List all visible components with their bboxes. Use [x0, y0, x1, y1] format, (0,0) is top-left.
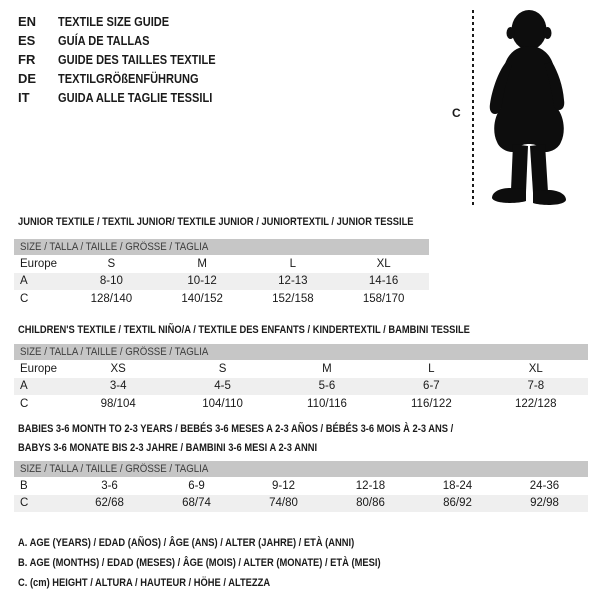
size-cell: S: [218, 362, 227, 375]
size-cell: 6-9: [188, 479, 205, 492]
language-row: [18, 69, 243, 88]
size-cell: 86/92: [414, 495, 501, 513]
table-row: [14, 255, 429, 273]
measure-legend: [18, 533, 445, 593]
table-row: [14, 378, 588, 396]
babies-size-table: [14, 461, 588, 512]
row-label: C: [20, 292, 29, 305]
table-row: [14, 495, 588, 513]
note-line-b: B. AGE (MONTHS) / EDAD (MESES) / ÂGE (MOIS) / ALTER (MONATE) / ETÀ (MESI): [18, 557, 381, 569]
size-cell: 12-13: [248, 273, 339, 291]
baby-silhouette: [483, 6, 575, 210]
size-cell: 8-10: [66, 273, 157, 291]
row-label: C: [14, 495, 66, 513]
table-row: [14, 477, 588, 495]
height-measure-line: [472, 10, 474, 206]
size-cell: 128/140: [90, 292, 133, 305]
language-code: IT: [18, 90, 30, 105]
language-title: TEXTILE SIZE GUIDE: [58, 14, 170, 29]
size-cell: 116/122: [411, 397, 452, 410]
row-label: B: [20, 479, 28, 492]
language-title: GUÍA DE TALLAS: [58, 33, 150, 48]
children-table-title: CHILDREN'S TEXTILE / TEXTIL NIÑO/A / TEXTILE DES ENFANTS / KINDERTEXTIL / BAMBINI TESSILE: [18, 324, 470, 336]
size-cell: 140/152: [181, 292, 223, 305]
row-label: A: [14, 273, 66, 291]
language-code: EN: [18, 14, 37, 29]
table-row: [14, 395, 588, 413]
size-cell: 14-16: [338, 273, 429, 291]
size-cell: 7-8: [484, 378, 588, 396]
language-row: [18, 50, 243, 69]
size-cell: 110/116: [307, 397, 347, 410]
size-cell: 18-24: [442, 479, 473, 492]
size-cell: 158/170: [362, 292, 405, 305]
size-cell: 9-12: [271, 479, 296, 492]
babies-table-title: BABIES 3-6 MONTH TO 2-3 YEARS / BEBÉS 3-6 MESES A 2-3 AÑOS / BÉBÉS 3-6 MOIS À 2-3 ANS / BABYS 3-6 MONATE BIS 2-3 JAHRE / BAMBINI 3-6 MESI A 2-3 ANNI: [18, 423, 454, 454]
size-table: [14, 477, 588, 512]
size-cell: 92/98: [501, 495, 588, 513]
note-line-a: A. AGE (YEARS) / EDAD (AÑOS) / ÂGE (ANS) / ALTER (JAHRE) / ETÀ (ANNI): [18, 537, 355, 549]
size-header-bar: SIZE / TALLA / TAILLE / GRÖSSE / TAGLIA: [14, 461, 588, 477]
size-cell: 3-4: [66, 378, 170, 396]
language-list: [18, 12, 243, 107]
row-label: Europe: [20, 257, 58, 270]
size-cell: 6-7: [379, 378, 483, 396]
table-row: [14, 290, 429, 308]
size-cell: 4-5: [170, 378, 274, 396]
size-header-bar: SIZE / TALLA / TAILLE / GRÖSSE / TAGLIA: [14, 344, 588, 360]
size-header-bar: SIZE / TALLA / TAILLE / GRÖSSE / TAGLIA: [14, 239, 429, 255]
size-cell: M: [197, 257, 207, 270]
language-row: [18, 88, 243, 107]
language-code: DE: [18, 71, 37, 86]
table-row: [14, 273, 429, 291]
size-cell: L: [428, 362, 435, 375]
size-cell: S: [107, 257, 116, 270]
size-cell: 74/80: [240, 495, 327, 513]
size-cell: M: [322, 362, 332, 375]
size-cell: 122/128: [514, 397, 557, 410]
size-cell: XL: [376, 257, 391, 270]
junior-size-table: [14, 239, 429, 308]
language-code: ES: [18, 33, 36, 48]
height-measure-label: C: [452, 106, 461, 120]
size-cell: L: [289, 257, 297, 270]
language-title: GUIDA ALLE TAGLIE TESSILI: [58, 90, 213, 105]
size-cell: 104/110: [202, 397, 243, 410]
size-cell: 68/74: [153, 495, 240, 513]
size-cell: 3-6: [101, 479, 118, 492]
size-cell: 62/68: [66, 495, 153, 513]
size-cell: 12-18: [355, 479, 386, 492]
size-cell: 24-36: [529, 479, 560, 492]
size-cell: 98/104: [100, 397, 136, 410]
size-cell: 152/158: [272, 292, 314, 305]
size-table: [14, 255, 429, 308]
children-size-table: [14, 344, 588, 413]
size-cell: XS: [110, 362, 126, 375]
size-cell: XL: [528, 362, 543, 375]
size-cell: 10-12: [157, 273, 248, 291]
table-row: [14, 360, 588, 378]
row-label: A: [14, 378, 66, 396]
size-cell: 5-6: [275, 378, 379, 396]
language-title: GUIDE DES TAILLES TEXTILE: [58, 52, 216, 67]
language-row: [18, 31, 243, 50]
size-cell: 80/86: [327, 495, 414, 513]
note-line-c: C. (cm) HEIGHT / ALTURA / HAUTEUR / HÖHE / ALTEZZA: [18, 577, 271, 589]
language-code: FR: [18, 52, 36, 67]
junior-table-title: JUNIOR TEXTILE / TEXTIL JUNIOR/ TEXTILE JUNIOR / JUNIORTEXTIL / JUNIOR TESSILE: [18, 216, 414, 228]
size-table: [14, 360, 588, 413]
language-title: TEXTILGRÖßENFÜHRUNG: [58, 71, 199, 86]
row-label: Europe: [20, 362, 58, 375]
language-row: [18, 12, 243, 31]
row-label: C: [20, 397, 29, 410]
